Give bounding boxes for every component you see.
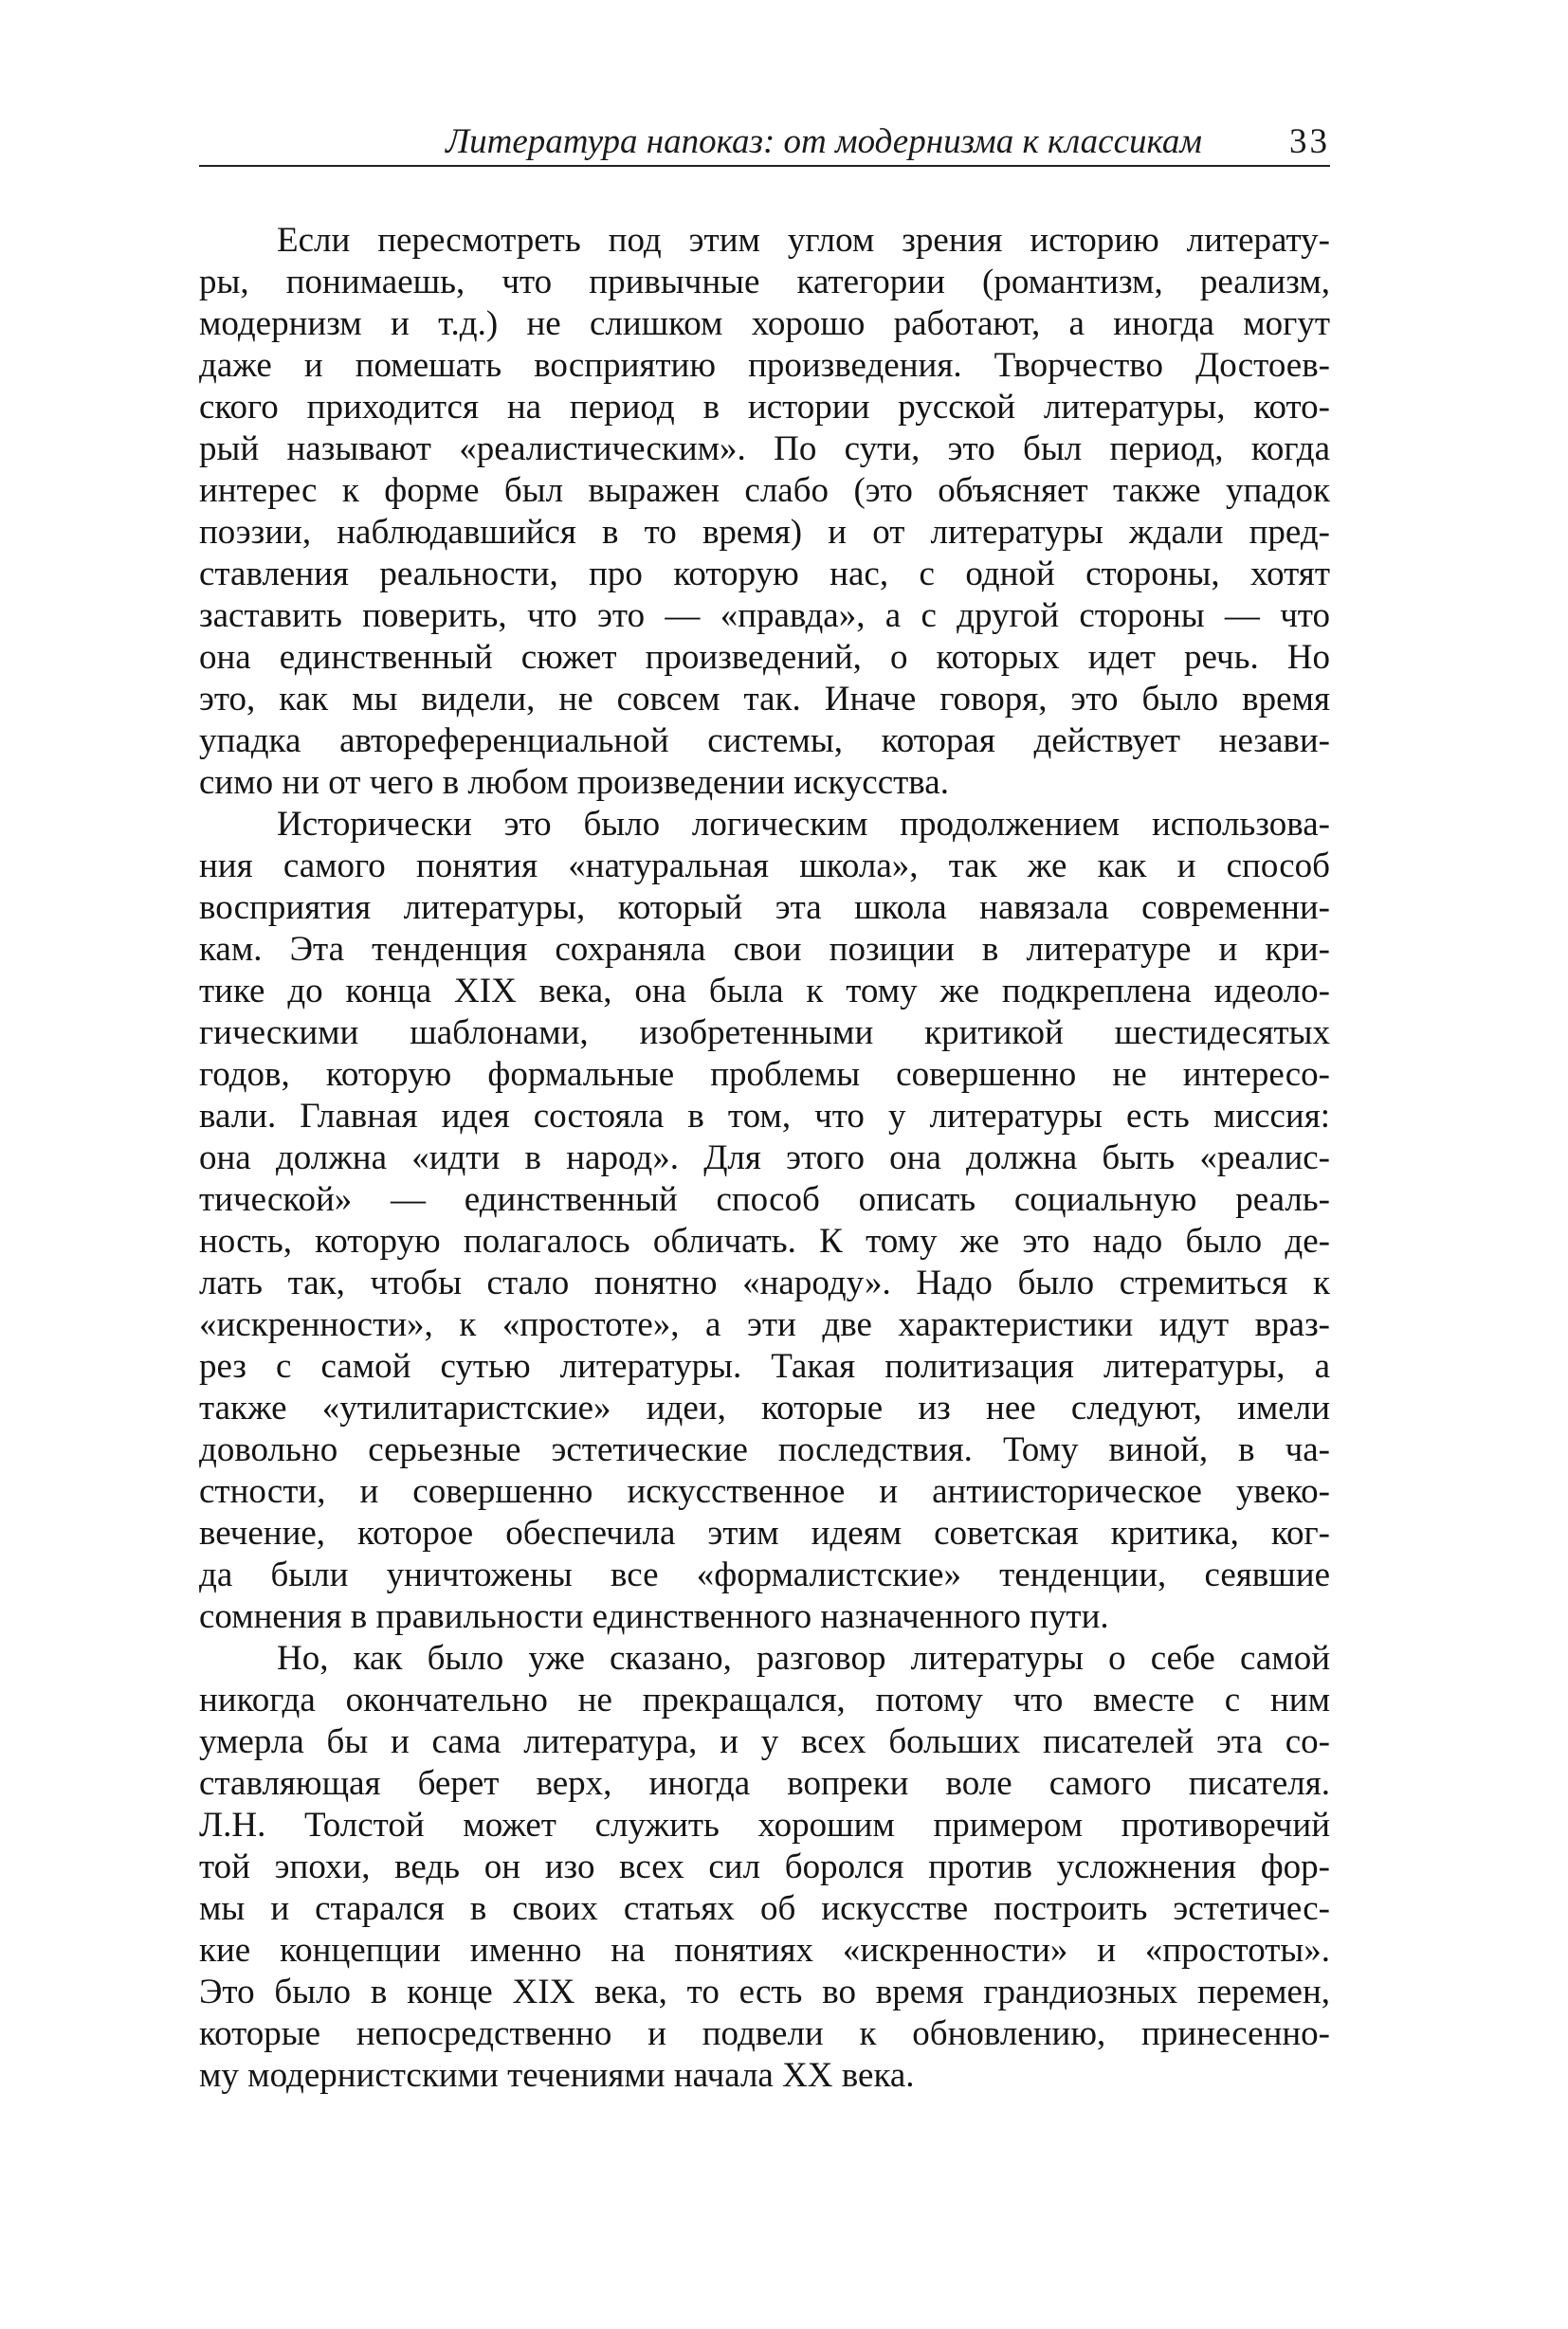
text-line: ния самого понятия «натуральная школа», так же как и способ [199,846,1330,885]
page-number: 33 [1289,122,1330,161]
paragraph [199,220,1330,804]
text-line: Но, как было уже сказано, разговор литературы о себе самой [277,1639,1330,1678]
text-line: она должна «идти в народ». Для этого она должна быть «реалис- [199,1138,1330,1177]
text-line: ставления реальности, про которую нас, с одной стороны, хотят [199,555,1330,593]
text-line: Это было в конце XIX века, то есть во время грандиозных перемен, [199,1973,1330,2011]
text-line: «искренности», к «простоте», а эти две характеристики идут враз- [199,1305,1330,1344]
body-text [199,220,1330,2097]
text-line: му модернистскими течениями начала XX века. [199,2056,915,2095]
text-line: стности, и совершенно искусственное и антиисторическое увеко- [199,1472,1330,1511]
text-line: также «утилитаристские» идеи, которые из нее следуют, имели [199,1389,1330,1428]
text-line: кам. Эта тенденция сохраняла свои позиции в литературе и кри- [199,930,1330,969]
text-line: заставить поверить, что это — «правда», а с другой стороны — что [199,596,1330,635]
paragraph [199,804,1330,1638]
text-line: тической» — единственный способ описать социальную реаль- [199,1180,1330,1219]
text-line: это, как мы видели, не совсем так. Иначе говоря, это было время [199,680,1330,719]
text-line: интерес к форме был выражен слабо (это объясняет также упадок [199,471,1330,510]
paragraph [199,1638,1330,2097]
text-line: ры, понимаешь, что привычные категории (романтизм, реализм, [199,263,1330,301]
text-line: гическими шаблонами, изобретенными критикой шестидесятых [199,1013,1330,1052]
text-line: вечение, которое обеспечила этим идеям советская критика, ког- [199,1514,1330,1553]
running-header-title: Литература напоказ: от модернизма к классикам [446,122,1202,161]
text-line: довольно серьезные эстетические последствия. Тому виной, в ча- [199,1430,1330,1469]
text-line: ставляющая берет верх, иногда вопреки воле самого писателя. [199,1764,1330,1803]
text-line: она единственный сюжет произведений, о которых идет речь. Но [199,638,1330,677]
text-line: даже и помешать восприятию произведения. Творчество Достоев- [199,346,1330,385]
text-line: рез с самой сутью литературы. Такая политизация литературы, а [199,1347,1330,1386]
text-line: сомнения в правильности единственного назначенного пути. [199,1597,1109,1636]
text-line: ского приходится на период в истории русской литературы, кото- [199,388,1330,427]
text-line: рый называют «реалистическим». По сути, это был период, когда [199,429,1330,468]
text-line: умерла бы и сама литература, и у всех больших писателей эта со- [199,1722,1330,1761]
text-line: кие концепции именно на понятиях «искренности» и «простоты». [199,1931,1330,1970]
text-line: той эпохи, ведь он изо всех сил боролся против усложнения фор- [199,1847,1330,1886]
text-line: Л.Н. Толстой может служить хорошим примером противоречий [199,1806,1330,1845]
text-line: мы и старался в своих статьях об искусстве построить эстетичес- [199,1889,1330,1928]
text-line: поэзии, наблюдавшийся в то время) и от литературы ждали пред- [199,513,1330,552]
text-line: модернизм и т.д.) не слишком хорошо работают, а иногда могут [199,304,1330,343]
text-line: вали. Главная идея состояла в том, что у литературы есть миссия: [199,1097,1330,1136]
text-line: никогда окончательно не прекращался, потому что вместе с ним [199,1681,1330,1719]
text-line: ность, которую полагалось обличать. К тому же это надо было де- [199,1222,1330,1261]
text-line: Исторически это было логическим продолжением использова- [277,805,1330,844]
text-line: симо ни от чего в любом произведении искусства. [199,763,949,802]
text-line: восприятия литературы, который эта школа навязала современни- [199,888,1330,927]
text-line: да были уничтожены все «формалистские» тенденции, сеявшие [199,1556,1330,1594]
running-header [199,116,1330,167]
text-line: тике до конца XIX века, она была к тому же подкреплена идеоло- [199,972,1330,1010]
text-line: которые непосредственно и подвели к обновлению, принесенно- [199,2014,1330,2053]
text-line: Если пересмотреть под этим углом зрения историю литерату- [277,221,1330,260]
text-line: лать так, чтобы стало понятно «народу». Надо было стремиться к [199,1264,1330,1302]
text-line: годов, которую формальные проблемы совершенно не интересо- [199,1055,1330,1094]
text-line: упадка автореференциальной системы, которая действует незави- [199,721,1330,760]
